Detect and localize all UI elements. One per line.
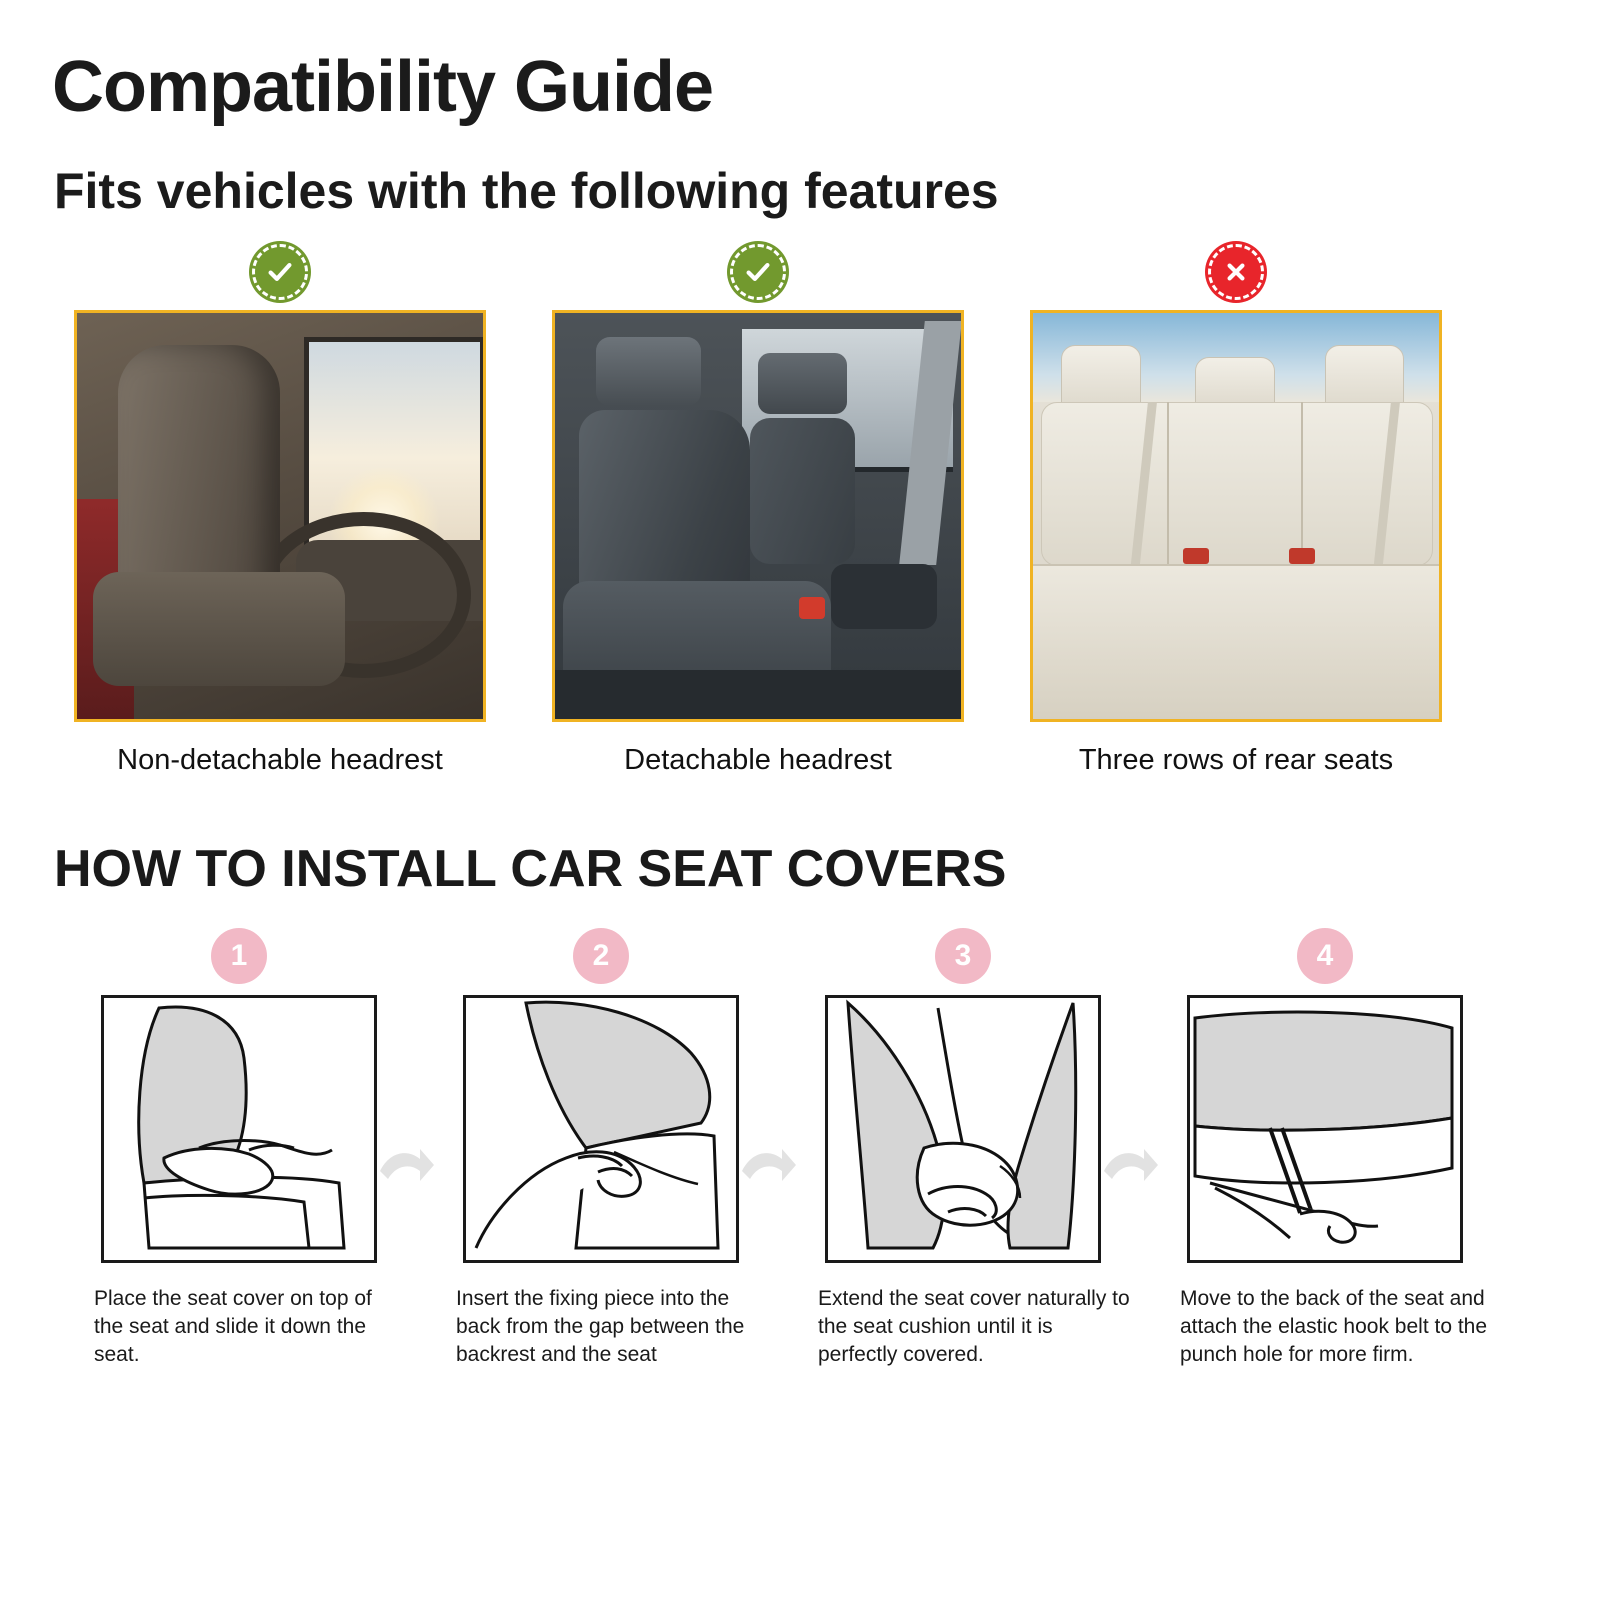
- compatibility-item-non-detachable-headrest: [74, 246, 486, 777]
- check-icon: [252, 244, 308, 300]
- step-description: Place the seat cover on top of the seat and slide it down the seat.: [94, 1286, 372, 1367]
- badge-container: [552, 246, 964, 300]
- page-subtitle: Fits vehicles with the following features: [54, 162, 999, 219]
- step-description: Move to the back of the seat and attach the elastic hook belt to the punch hole for more firm.: [1180, 1286, 1488, 1367]
- badge-container: [1030, 246, 1442, 300]
- step-number-badge: 1: [211, 928, 267, 984]
- rear-bench-seats-photo: [1030, 310, 1442, 722]
- compatibility-caption: Non-detachable headrest: [117, 743, 443, 776]
- compatibility-caption: Three rows of rear seats: [1078, 743, 1394, 776]
- check-icon: [730, 244, 786, 300]
- step-number-badge: 2: [573, 928, 629, 984]
- step-number-container: [782, 923, 1144, 989]
- cross-icon: [1208, 244, 1264, 300]
- compatibility-item-three-rows-rear-seats: [1030, 246, 1442, 777]
- install-section-title: HOW TO INSTALL CAR SEAT COVERS: [54, 839, 1007, 898]
- compatibility-item-detachable-headrest: [552, 246, 964, 777]
- step-number-badge: 4: [1297, 928, 1353, 984]
- install-step: [420, 923, 782, 1370]
- step-number-badge: 3: [935, 928, 991, 984]
- step-number-container: [1144, 923, 1506, 989]
- install-step: [1144, 923, 1506, 1370]
- step-description: Extend the seat cover naturally to the seat cushion until it is perfectly covered.: [818, 1286, 1130, 1367]
- install-step: [782, 923, 1144, 1370]
- step-number-container: [58, 923, 420, 989]
- step-number-container: [420, 923, 782, 989]
- compatibility-row: [48, 246, 1552, 777]
- truck-cab-seat-photo: [74, 310, 486, 722]
- step2-insert-fixing-piece-illustration: [463, 995, 739, 1263]
- step4-attach-hook-illustration: [1187, 995, 1463, 1263]
- step3-extend-cover-illustration: [825, 995, 1101, 1263]
- compatibility-caption: Detachable headrest: [624, 743, 892, 776]
- badge-container: [74, 246, 486, 300]
- front-seats-photo: [552, 310, 964, 722]
- install-steps-row: [48, 923, 1552, 1370]
- install-step: [58, 923, 420, 1370]
- page-title: Compatibility Guide: [52, 47, 714, 127]
- step-description: Insert the fixing piece into the back from the gap between the backrest and the seat: [456, 1286, 745, 1367]
- step1-slide-cover-illustration: [101, 995, 377, 1263]
